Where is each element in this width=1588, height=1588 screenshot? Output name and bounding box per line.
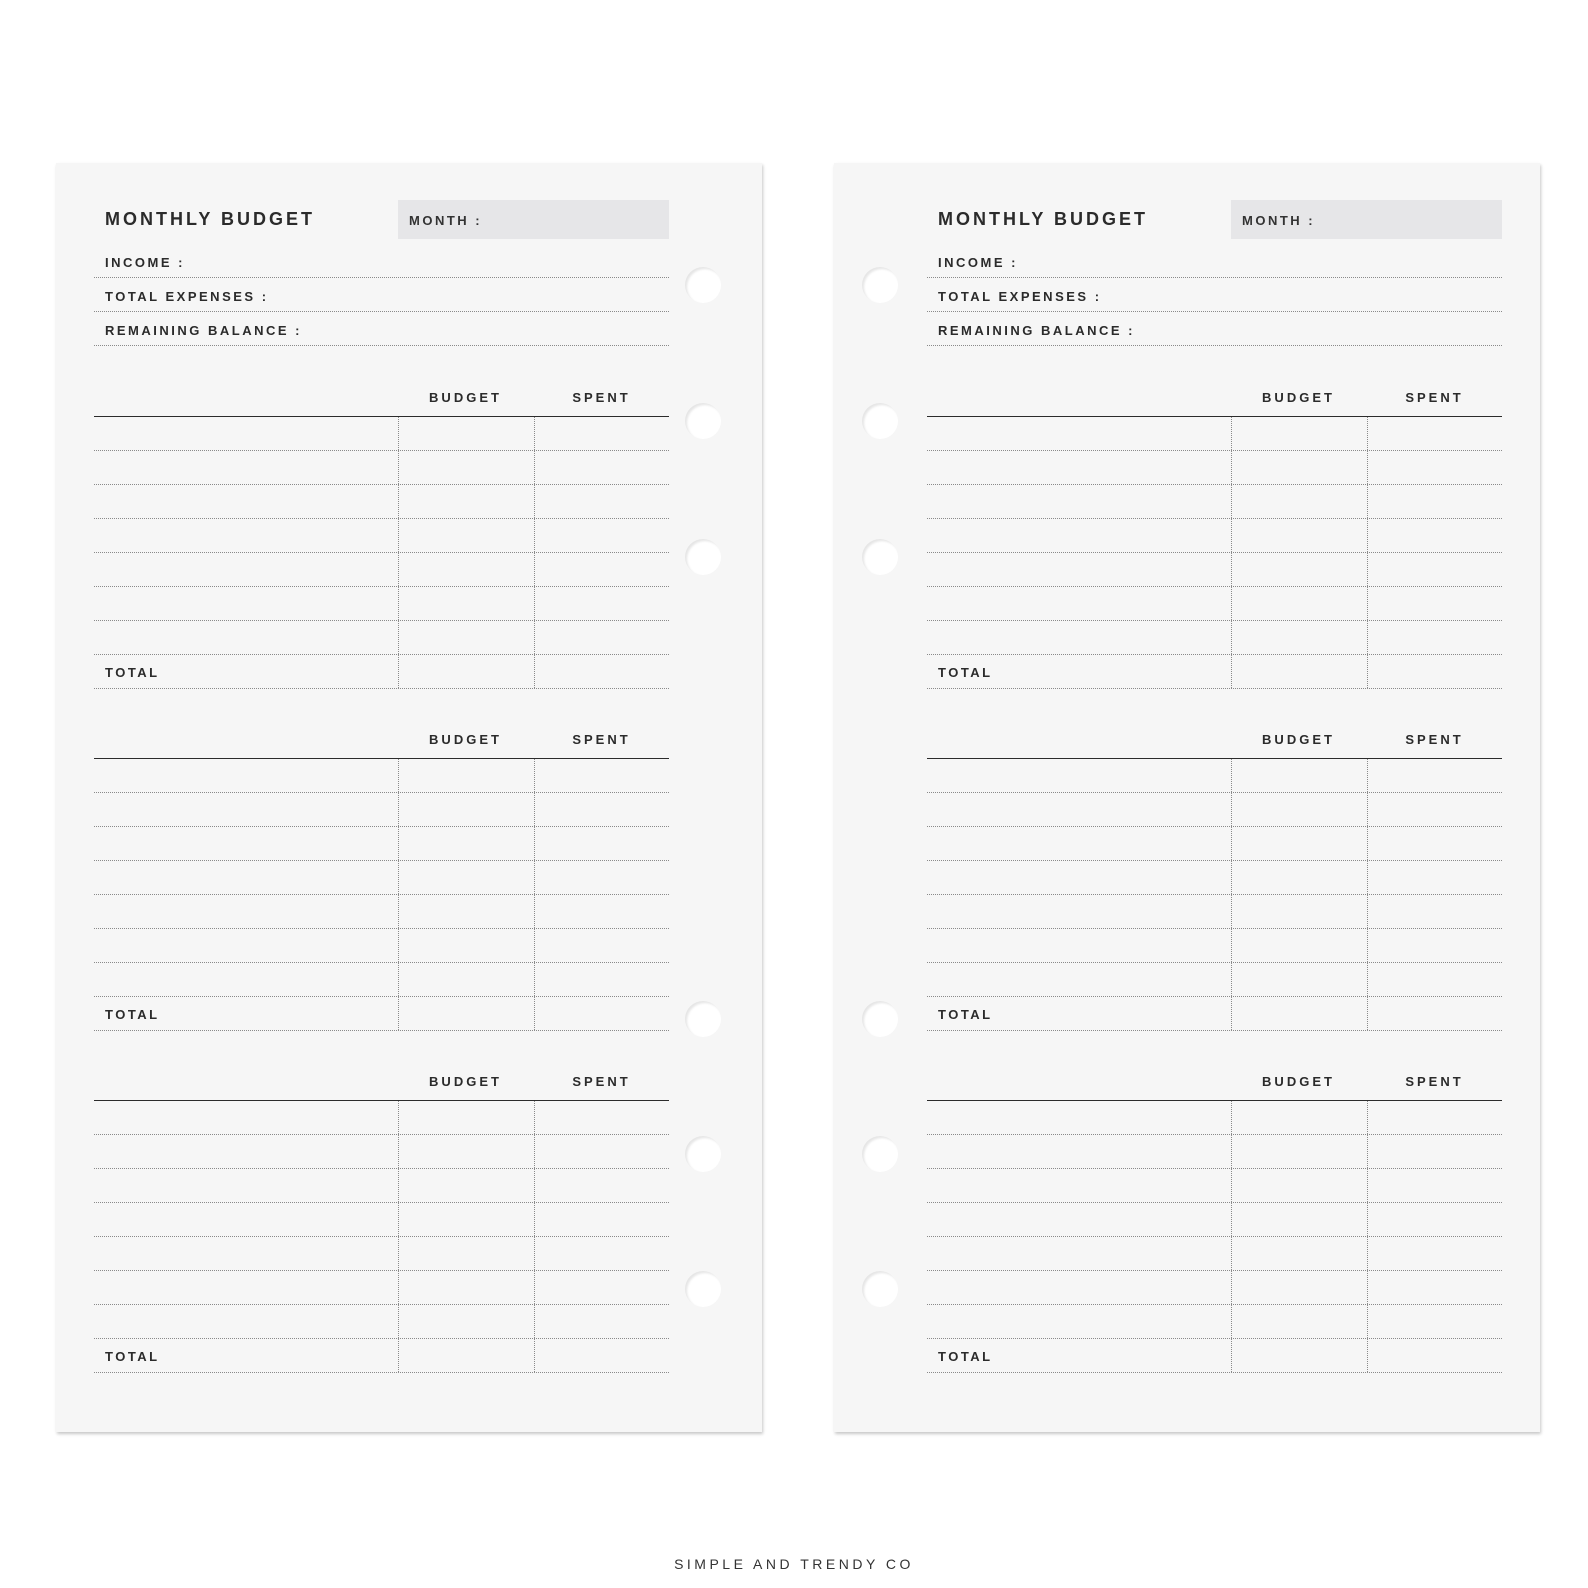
budget-cell[interactable] [1231, 861, 1367, 894]
spent-cell[interactable] [1367, 1135, 1503, 1168]
total-row[interactable] [94, 655, 669, 689]
budget-cell[interactable] [398, 895, 534, 928]
budget-cell[interactable] [1231, 485, 1367, 518]
total-row[interactable] [927, 997, 1502, 1031]
budget-row[interactable] [94, 1101, 669, 1135]
budget-cell[interactable] [1231, 655, 1367, 688]
total-expenses-line[interactable] [927, 276, 1502, 312]
spent-cell[interactable] [534, 451, 670, 484]
total-expenses-line[interactable] [94, 276, 669, 312]
budget-row[interactable] [927, 1305, 1502, 1339]
income-line[interactable] [94, 242, 669, 278]
budget-row[interactable] [94, 1271, 669, 1305]
spent-cell[interactable] [1367, 485, 1503, 518]
total-row[interactable] [94, 1339, 669, 1373]
budget-cell[interactable] [398, 1169, 534, 1202]
budget-cell[interactable] [398, 1305, 534, 1338]
budget-row[interactable] [927, 827, 1502, 861]
budget-row[interactable] [94, 485, 669, 519]
total-row[interactable] [94, 997, 669, 1031]
budget-row[interactable] [927, 963, 1502, 997]
spent-cell[interactable] [534, 759, 670, 792]
spent-cell[interactable] [1367, 1101, 1503, 1134]
month-field[interactable] [1231, 200, 1502, 239]
punch-hole [685, 267, 721, 303]
budget-section [94, 1074, 669, 1386]
budget-cell[interactable] [398, 963, 534, 996]
spent-cell[interactable] [534, 997, 670, 1030]
budget-row[interactable] [927, 1203, 1502, 1237]
budget-cell[interactable] [398, 997, 534, 1030]
spent-cell[interactable] [1367, 861, 1503, 894]
budget-cell[interactable] [398, 929, 534, 962]
budget-row[interactable] [94, 793, 669, 827]
spent-cell[interactable] [534, 1169, 670, 1202]
spent-cell[interactable] [534, 861, 670, 894]
budget-cell[interactable] [398, 1339, 534, 1372]
budget-cell[interactable] [1231, 895, 1367, 928]
spent-column-header: SPENT [572, 390, 631, 405]
budget-row[interactable] [94, 895, 669, 929]
budget-column-header: BUDGET [1262, 390, 1335, 405]
budget-column-header: BUDGET [429, 390, 502, 405]
spent-cell[interactable] [534, 553, 670, 586]
budget-cell[interactable] [1231, 1305, 1367, 1338]
budget-row[interactable] [927, 861, 1502, 895]
budget-row[interactable] [94, 1305, 669, 1339]
budget-row[interactable] [927, 621, 1502, 655]
income-line[interactable] [927, 242, 1502, 278]
spent-cell[interactable] [1367, 655, 1503, 688]
punch-hole [685, 1271, 721, 1307]
budget-cell[interactable] [1231, 621, 1367, 654]
budget-row[interactable] [927, 793, 1502, 827]
total-row[interactable] [927, 1339, 1502, 1373]
budget-row[interactable] [94, 861, 669, 895]
budget-row[interactable] [94, 587, 669, 621]
budget-row[interactable] [927, 1271, 1502, 1305]
punch-hole [685, 1136, 721, 1172]
spent-cell[interactable] [1367, 1271, 1503, 1304]
page-content [94, 163, 669, 1432]
budget-cell[interactable] [398, 451, 534, 484]
budget-row[interactable] [94, 621, 669, 655]
budget-section [927, 390, 1502, 702]
brand-footer: SIMPLE AND TRENDY CO [674, 1556, 914, 1572]
spent-cell[interactable] [1367, 1169, 1503, 1202]
spent-cell[interactable] [1367, 1305, 1503, 1338]
income-line-label: INCOME : [105, 255, 185, 270]
budget-cell[interactable] [1231, 929, 1367, 962]
budget-cell[interactable] [398, 861, 534, 894]
spent-cell[interactable] [1367, 621, 1503, 654]
total-label: TOTAL [105, 665, 160, 680]
budget-row[interactable] [94, 929, 669, 963]
budget-row[interactable] [94, 1203, 669, 1237]
total-row[interactable] [927, 655, 1502, 689]
spent-cell[interactable] [534, 1101, 670, 1134]
budget-cell[interactable] [398, 1237, 534, 1270]
punch-hole [862, 1001, 898, 1037]
punch-hole [862, 1136, 898, 1172]
budget-column-header: BUDGET [429, 732, 502, 747]
budget-cell[interactable] [1231, 793, 1367, 826]
page-title: MONTHLY BUDGET [105, 209, 316, 229]
spent-cell[interactable] [534, 485, 670, 518]
budget-row[interactable] [927, 1101, 1502, 1135]
budget-row[interactable] [94, 1169, 669, 1203]
spent-column-header: SPENT [1405, 390, 1464, 405]
budget-cell[interactable] [398, 793, 534, 826]
spent-cell[interactable] [1367, 553, 1503, 586]
spent-cell[interactable] [1367, 827, 1503, 860]
budget-cell[interactable] [1231, 759, 1367, 792]
budget-row[interactable] [927, 553, 1502, 587]
spent-cell[interactable] [534, 963, 670, 996]
spent-cell[interactable] [534, 895, 670, 928]
budget-section [94, 390, 669, 702]
spent-cell[interactable] [534, 793, 670, 826]
budget-cell[interactable] [398, 519, 534, 552]
punch-hole [685, 539, 721, 575]
spent-cell[interactable] [534, 1203, 670, 1236]
budget-cell[interactable] [398, 1135, 534, 1168]
spent-column-header: SPENT [572, 1074, 631, 1089]
budget-row[interactable] [94, 553, 669, 587]
punch-hole [862, 267, 898, 303]
spent-cell[interactable] [1367, 451, 1503, 484]
remaining-balance-line-label: REMAINING BALANCE : [105, 323, 302, 338]
budget-section [94, 732, 669, 1044]
punch-hole [685, 403, 721, 439]
budget-row[interactable] [927, 519, 1502, 553]
month-field[interactable] [398, 200, 669, 239]
budget-row[interactable] [94, 417, 669, 451]
spent-cell[interactable] [1367, 1339, 1503, 1372]
spent-cell[interactable] [534, 655, 670, 688]
budget-cell[interactable] [398, 1271, 534, 1304]
spent-cell[interactable] [534, 1237, 670, 1270]
spent-cell[interactable] [1367, 1237, 1503, 1270]
spent-cell[interactable] [1367, 895, 1503, 928]
budget-cell[interactable] [1231, 553, 1367, 586]
budget-cell[interactable] [1231, 1101, 1367, 1134]
budget-cell[interactable] [398, 759, 534, 792]
budget-section [927, 732, 1502, 1044]
total-label: TOTAL [938, 665, 993, 680]
spent-cell[interactable] [534, 929, 670, 962]
income-line-label: INCOME : [938, 255, 1018, 270]
total-expenses-line-label: TOTAL EXPENSES : [105, 289, 269, 304]
budget-cell[interactable] [398, 587, 534, 620]
budget-cell[interactable] [398, 827, 534, 860]
budget-row[interactable] [927, 759, 1502, 793]
budget-column-header: BUDGET [429, 1074, 502, 1089]
remaining-balance-line[interactable] [94, 310, 669, 346]
budget-cell[interactable] [398, 553, 534, 586]
budget-row[interactable] [927, 1169, 1502, 1203]
spent-cell[interactable] [534, 1135, 670, 1168]
punch-hole [862, 539, 898, 575]
budget-row[interactable] [927, 1135, 1502, 1169]
planner-page-right [834, 163, 1540, 1432]
total-expenses-line-label: TOTAL EXPENSES : [938, 289, 1102, 304]
budget-section [927, 1074, 1502, 1386]
spent-cell[interactable] [1367, 793, 1503, 826]
budget-cell[interactable] [398, 655, 534, 688]
total-label: TOTAL [938, 1007, 993, 1022]
budget-cell[interactable] [398, 1203, 534, 1236]
budget-cell[interactable] [1231, 1135, 1367, 1168]
budget-row[interactable] [94, 827, 669, 861]
punch-hole [685, 1001, 721, 1037]
budget-rows [94, 1101, 669, 1373]
spent-cell[interactable] [534, 1271, 670, 1304]
budget-row[interactable] [927, 485, 1502, 519]
budget-cell[interactable] [1231, 451, 1367, 484]
budget-rows [94, 417, 669, 689]
budget-row[interactable] [94, 963, 669, 997]
budget-row[interactable] [94, 1237, 669, 1271]
budget-cell[interactable] [1231, 963, 1367, 996]
budget-cell[interactable] [1231, 1169, 1367, 1202]
page-content [927, 163, 1502, 1432]
spent-cell[interactable] [534, 621, 670, 654]
spent-cell[interactable] [1367, 417, 1503, 450]
spent-cell[interactable] [1367, 519, 1503, 552]
spent-cell[interactable] [1367, 587, 1503, 620]
month-label: MONTH : [1242, 213, 1316, 228]
planner-page-left [56, 163, 762, 1432]
page-title: MONTHLY BUDGET [938, 209, 1149, 229]
spent-cell[interactable] [1367, 1203, 1503, 1236]
budget-row[interactable] [927, 451, 1502, 485]
total-label: TOTAL [105, 1007, 160, 1022]
punch-hole [862, 1271, 898, 1307]
budget-column-header: BUDGET [1262, 732, 1335, 747]
spent-cell[interactable] [534, 519, 670, 552]
budget-row[interactable] [927, 417, 1502, 451]
spent-cell[interactable] [534, 587, 670, 620]
budget-row[interactable] [927, 929, 1502, 963]
spent-cell[interactable] [534, 417, 670, 450]
spent-cell[interactable] [1367, 929, 1503, 962]
budget-cell[interactable] [398, 485, 534, 518]
budget-row[interactable] [94, 451, 669, 485]
spent-column-header: SPENT [572, 732, 631, 747]
budget-row[interactable] [927, 1237, 1502, 1271]
month-label: MONTH : [409, 213, 483, 228]
budget-rows [927, 759, 1502, 1031]
budget-rows [94, 759, 669, 1031]
budget-row[interactable] [94, 1135, 669, 1169]
budget-cell[interactable] [1231, 827, 1367, 860]
budget-cell[interactable] [1231, 997, 1367, 1030]
spent-cell[interactable] [534, 1339, 670, 1372]
budget-cell[interactable] [1231, 1237, 1367, 1270]
spent-column-header: SPENT [1405, 1074, 1464, 1089]
punch-hole [862, 403, 898, 439]
total-label: TOTAL [105, 1349, 160, 1364]
remaining-balance-line-label: REMAINING BALANCE : [938, 323, 1135, 338]
spent-column-header: SPENT [1405, 732, 1464, 747]
spent-cell[interactable] [534, 1305, 670, 1338]
budget-rows [927, 417, 1502, 689]
budget-column-header: BUDGET [1262, 1074, 1335, 1089]
budget-cell[interactable] [1231, 417, 1367, 450]
budget-rows [927, 1101, 1502, 1373]
budget-cell[interactable] [1231, 1203, 1367, 1236]
budget-row[interactable] [927, 895, 1502, 929]
budget-cell[interactable] [1231, 519, 1367, 552]
budget-cell[interactable] [398, 1101, 534, 1134]
budget-row[interactable] [927, 587, 1502, 621]
remaining-balance-line[interactable] [927, 310, 1502, 346]
budget-cell[interactable] [1231, 1271, 1367, 1304]
total-label: TOTAL [938, 1349, 993, 1364]
budget-cell[interactable] [1231, 1339, 1367, 1372]
budget-cell[interactable] [398, 621, 534, 654]
spent-cell[interactable] [1367, 759, 1503, 792]
budget-row[interactable] [94, 759, 669, 793]
spent-cell[interactable] [1367, 963, 1503, 996]
budget-cell[interactable] [1231, 587, 1367, 620]
budget-cell[interactable] [398, 417, 534, 450]
budget-row[interactable] [94, 519, 669, 553]
spent-cell[interactable] [534, 827, 670, 860]
spent-cell[interactable] [1367, 997, 1503, 1030]
